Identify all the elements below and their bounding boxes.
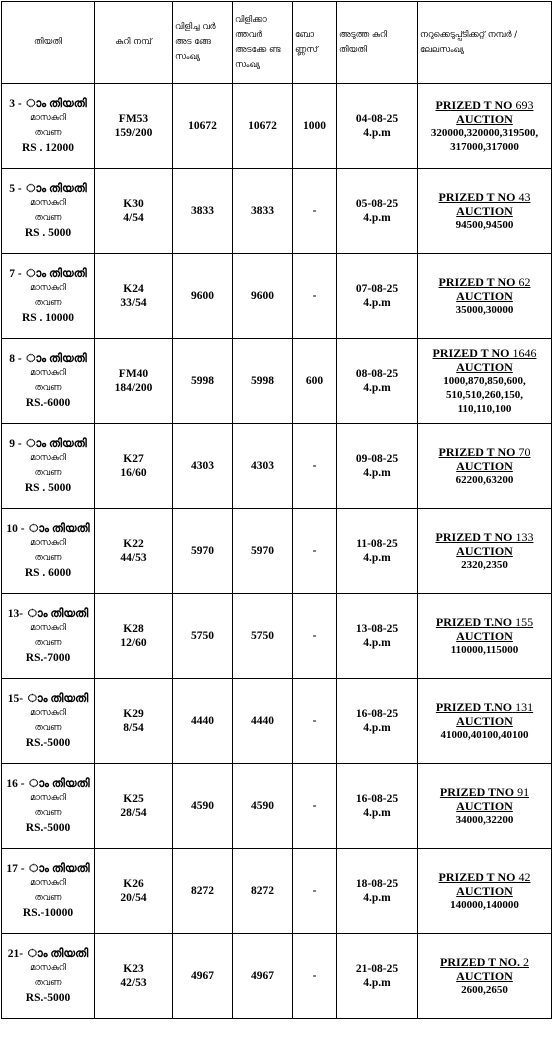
- prize-cell: [418, 594, 552, 679]
- day-label: 9 - ാം തിയതി: [9, 438, 87, 450]
- header-next-date: അടുത്ത കുറി തിയതി: [337, 2, 418, 84]
- auction-bids: 140000,140000: [450, 899, 519, 911]
- kuri-installment: 4/54: [123, 212, 144, 224]
- kuri-installment: 12/60: [120, 637, 147, 649]
- auction-bids: 35000,30000: [455, 304, 514, 316]
- prized-ticket-label: PRIZED T.NO: [435, 700, 513, 714]
- called-amount-cell: 8272: [173, 849, 233, 934]
- header-to-pay-amount: വിളിക്കാ ത്തവർ അടക്കേ ണ്ട സംഖ്യ: [233, 2, 293, 84]
- auction-label: AUCTION: [456, 884, 513, 898]
- bonus-cell: -: [293, 594, 337, 679]
- day-label: 21- ാം തിയതി: [7, 948, 89, 960]
- prize-cell: [418, 169, 552, 254]
- to-pay-amount-cell: 9600: [233, 254, 293, 339]
- installment-label: തവണ: [34, 468, 62, 478]
- monthly-kuri-label: മാസകുറി: [30, 283, 66, 293]
- installment-label: തവണ: [34, 298, 62, 308]
- date-cell: [2, 424, 95, 509]
- bonus-cell: -: [293, 169, 337, 254]
- prized-ticket-number: 155: [515, 615, 534, 629]
- prize-cell: [418, 84, 552, 169]
- header-bonus: ബോ ണ്ണസ്: [293, 2, 337, 84]
- installment-label: തവണ: [34, 978, 62, 988]
- auction-label: AUCTION: [456, 799, 513, 813]
- day-label: 16 - ാം തിയതി: [6, 778, 90, 790]
- date-cell: [2, 849, 95, 934]
- called-amount-cell: 4303: [173, 424, 233, 509]
- to-pay-amount-cell: 8272: [233, 849, 293, 934]
- day-label: 17 - ാം തിയതി: [6, 863, 90, 875]
- table-row: [2, 934, 552, 1019]
- prized-ticket-number: 62: [518, 275, 531, 289]
- next-date-cell: [337, 84, 418, 169]
- called-amount-cell: 5970: [173, 509, 233, 594]
- date-cell: [2, 509, 95, 594]
- installment-label: തവണ: [34, 723, 62, 733]
- kuri-installment: 28/54: [120, 807, 147, 819]
- monthly-kuri-label: മാസകുറി: [30, 453, 66, 463]
- next-date-cell: [337, 254, 418, 339]
- next-date-cell: [337, 339, 418, 424]
- installment-amount: RS . 12000: [21, 142, 75, 154]
- kuri-no-cell: [95, 509, 173, 594]
- next-date-cell: [337, 424, 418, 509]
- next-date: 07-08-25: [355, 283, 399, 295]
- to-pay-amount-cell: 5998: [233, 339, 293, 424]
- called-amount-cell: 3833: [173, 169, 233, 254]
- prize-cell: [418, 509, 552, 594]
- prize-cell: [418, 339, 552, 424]
- next-time: 4.p.m: [363, 127, 391, 139]
- prized-ticket-label: PRIZED T NO: [438, 275, 516, 289]
- next-date-cell: [337, 169, 418, 254]
- table-row: [2, 594, 552, 679]
- bonus-cell: -: [293, 424, 337, 509]
- date-cell: [2, 254, 95, 339]
- installment-label: തവണ: [34, 128, 62, 138]
- kuri-no-cell: [95, 764, 173, 849]
- bonus-cell: -: [293, 509, 337, 594]
- called-amount-cell: 9600: [173, 254, 233, 339]
- next-time: 4.p.m: [363, 467, 391, 479]
- header-called-amount: വിളിച്ച വർ അട ങ്ങേ സംഖ്യ: [173, 2, 233, 84]
- to-pay-amount-cell: 5750: [233, 594, 293, 679]
- day-label: 3 - ാം തിയതി: [9, 98, 87, 110]
- prized-ticket-label: PRIZED T NO: [432, 346, 510, 360]
- kuri-installment: 42/53: [120, 977, 147, 989]
- to-pay-amount-cell: 4303: [233, 424, 293, 509]
- auction-bids: 94500,94500: [455, 219, 514, 231]
- monthly-kuri-label: മാസകുറി: [30, 368, 66, 378]
- bonus-cell: -: [293, 254, 337, 339]
- auction-label: AUCTION: [456, 112, 513, 126]
- prized-ticket-label: PRIZED T NO: [438, 870, 516, 884]
- kuri-no-cell: [95, 254, 173, 339]
- kuri-code: K24: [123, 283, 144, 295]
- next-date-cell: [337, 934, 418, 1019]
- monthly-kuri-label: മാസകുറി: [30, 538, 66, 548]
- prized-ticket-label: PRIZED T NO.: [440, 955, 520, 969]
- to-pay-amount-cell: 5970: [233, 509, 293, 594]
- next-time: 4.p.m: [363, 212, 391, 224]
- kuri-no-cell: [95, 679, 173, 764]
- day-label: 8 - ാം തിയതി: [9, 353, 87, 365]
- day-label: 15- ാം തിയതി: [7, 693, 89, 705]
- date-cell: [2, 84, 95, 169]
- auction-label: AUCTION: [456, 544, 513, 558]
- kuri-code: FM40: [118, 368, 149, 380]
- prized-ticket-number: 693: [515, 98, 534, 112]
- auction-label: AUCTION: [456, 360, 513, 374]
- next-time: 4.p.m: [363, 807, 391, 819]
- auction-label: AUCTION: [456, 204, 513, 218]
- installment-amount: RS.-6000: [25, 397, 71, 409]
- header-date: തിയതി: [2, 2, 95, 84]
- next-date: 11-08-25: [356, 538, 398, 550]
- monthly-kuri-label: മാസകുറി: [30, 198, 66, 208]
- kuri-schedule: [1, 1, 552, 1019]
- next-time: 4.p.m: [363, 892, 391, 904]
- next-time: 4.p.m: [363, 637, 391, 649]
- bonus-cell: -: [293, 934, 337, 1019]
- installment-label: തവണ: [34, 638, 62, 648]
- table-row: [2, 849, 552, 934]
- prize-cell: [418, 934, 552, 1019]
- auction-bids: 41000,40100,40100: [440, 729, 529, 741]
- bonus-cell: -: [293, 764, 337, 849]
- kuri-code: FM53: [118, 113, 149, 125]
- monthly-kuri-label: മാസകുറി: [30, 878, 66, 888]
- called-amount-cell: 5998: [173, 339, 233, 424]
- prized-ticket-number: 2: [522, 955, 529, 969]
- header-kuri-no: കുറി നമ്പ്: [95, 2, 173, 84]
- installment-amount: RS.-5000: [25, 992, 71, 1004]
- table-row: [2, 509, 552, 594]
- prized-ticket-number: 70: [518, 445, 531, 459]
- next-date-cell: [337, 594, 418, 679]
- next-date: 04-08-25: [355, 113, 399, 125]
- table-row: [2, 424, 552, 509]
- to-pay-amount-cell: 10672: [233, 84, 293, 169]
- auction-label: AUCTION: [456, 714, 513, 728]
- date-cell: [2, 169, 95, 254]
- installment-amount: RS.-10000: [22, 907, 74, 919]
- table-row: [2, 679, 552, 764]
- installment-label: തവണ: [34, 893, 62, 903]
- table-body: [2, 84, 552, 1019]
- next-date: 16-08-25: [355, 708, 399, 720]
- date-cell: [2, 339, 95, 424]
- prized-ticket-label: PRIZED T NO: [435, 98, 513, 112]
- prized-ticket-label: PRIZED T NO: [438, 445, 516, 459]
- called-amount-cell: 4590: [173, 764, 233, 849]
- kuri-installment: 8/54: [123, 722, 144, 734]
- next-date: 09-08-25: [355, 453, 399, 465]
- prized-ticket-label: PRIZED T.NO: [435, 615, 513, 629]
- next-date-cell: [337, 764, 418, 849]
- next-date: 05-08-25: [355, 198, 399, 210]
- installment-amount: RS . 5000: [24, 482, 72, 494]
- kuri-code: K28: [123, 623, 144, 635]
- next-time: 4.p.m: [363, 552, 391, 564]
- day-label: 7 - ാം തിയതി: [9, 268, 87, 280]
- kuri-code: K25: [123, 793, 144, 805]
- auction-bids: 1000,870,850,600, 510,510,260,150, 110,110,100: [443, 375, 526, 415]
- date-cell: [2, 594, 95, 679]
- kuri-no-cell: [95, 934, 173, 1019]
- prized-ticket-label: PRIZED T NO: [438, 190, 516, 204]
- installment-amount: RS . 10000: [21, 312, 75, 324]
- day-label: 5 - ാം തിയതി: [9, 183, 87, 195]
- prized-ticket-label: PRIZED TNO: [439, 785, 515, 799]
- date-cell: [2, 934, 95, 1019]
- next-date: 13-08-25: [355, 623, 399, 635]
- auction-label: AUCTION: [456, 459, 513, 473]
- kuri-installment: 33/54: [120, 297, 147, 309]
- called-amount-cell: 4440: [173, 679, 233, 764]
- kuri-installment: 16/60: [120, 467, 147, 479]
- installment-label: തവണ: [34, 383, 62, 393]
- installment-amount: RS . 6000: [24, 567, 72, 579]
- day-label: 10 - ാം തിയതി: [6, 523, 90, 535]
- next-time: 4.p.m: [363, 297, 391, 309]
- kuri-code: K22: [123, 538, 144, 550]
- called-amount-cell: 5750: [173, 594, 233, 679]
- monthly-kuri-label: മാസകുറി: [30, 963, 66, 973]
- kuri-no-cell: [95, 424, 173, 509]
- table-row: [2, 764, 552, 849]
- prize-cell: [418, 849, 552, 934]
- next-time: 4.p.m: [363, 722, 391, 734]
- table-row: [2, 84, 552, 169]
- auction-bids: 110000,115000: [450, 644, 519, 656]
- kuri-installment: 159/200: [114, 127, 153, 139]
- auction-bids: 62200,63200: [455, 474, 514, 486]
- monthly-kuri-label: മാസകുറി: [30, 793, 66, 803]
- prize-cell: [418, 764, 552, 849]
- to-pay-amount-cell: 4590: [233, 764, 293, 849]
- bonus-cell: 600: [293, 339, 337, 424]
- auction-bids: 34000,32200: [455, 814, 514, 826]
- bonus-cell: -: [293, 679, 337, 764]
- installment-label: തവണ: [34, 553, 62, 563]
- kuri-no-cell: [95, 594, 173, 679]
- prize-cell: [418, 679, 552, 764]
- installment-amount: RS.-5000: [25, 822, 71, 834]
- kuri-code: K27: [123, 453, 144, 465]
- next-date: 18-08-25: [355, 878, 399, 890]
- header-row: [2, 2, 552, 84]
- next-date-cell: [337, 849, 418, 934]
- prized-ticket-number: 133: [515, 530, 534, 544]
- installment-label: തവണ: [34, 213, 62, 223]
- auction-label: AUCTION: [456, 289, 513, 303]
- to-pay-amount-cell: 3833: [233, 169, 293, 254]
- installment-amount: RS.-5000: [25, 737, 71, 749]
- next-date: 21-08-25: [355, 963, 399, 975]
- called-amount-cell: 10672: [173, 84, 233, 169]
- installment-amount: RS . 5000: [24, 227, 72, 239]
- installment-label: തവണ: [34, 808, 62, 818]
- kuri-installment: 44/53: [120, 552, 147, 564]
- kuri-table: [1, 1, 552, 1019]
- next-date-cell: [337, 679, 418, 764]
- prize-cell: [418, 254, 552, 339]
- prized-ticket-number: 131: [515, 700, 534, 714]
- bonus-cell: 1000: [293, 84, 337, 169]
- auction-bids: 2320,2350: [461, 559, 508, 571]
- kuri-no-cell: [95, 169, 173, 254]
- kuri-code: K30: [123, 198, 144, 210]
- to-pay-amount-cell: 4967: [233, 934, 293, 1019]
- table-row: [2, 254, 552, 339]
- kuri-code: K29: [123, 708, 144, 720]
- monthly-kuri-label: മാസകുറി: [30, 623, 66, 633]
- kuri-code: K26: [123, 878, 144, 890]
- kuri-no-cell: [95, 84, 173, 169]
- next-date: 16-08-25: [355, 793, 399, 805]
- table-row: [2, 339, 552, 424]
- next-time: 4.p.m: [363, 977, 391, 989]
- kuri-no-cell: [95, 339, 173, 424]
- header-prize: നറുക്കെടുപ്പ്ടിക്കറ്റ് നമ്പർ /ലേലസംഖ്യ: [418, 2, 552, 84]
- auction-bids: 2600,2650: [461, 984, 508, 996]
- next-time: 4.p.m: [363, 382, 391, 394]
- to-pay-amount-cell: 4440: [233, 679, 293, 764]
- date-cell: [2, 764, 95, 849]
- auction-bids: 320000,320000,319500, 317000,317000: [430, 127, 539, 153]
- date-cell: [2, 679, 95, 764]
- next-date: 08-08-25: [355, 368, 399, 380]
- kuri-installment: 20/54: [120, 892, 147, 904]
- auction-label: AUCTION: [456, 629, 513, 643]
- next-date-cell: [337, 509, 418, 594]
- prized-ticket-number: 43: [518, 190, 531, 204]
- kuri-no-cell: [95, 849, 173, 934]
- prize-cell: [418, 424, 552, 509]
- bonus-cell: -: [293, 849, 337, 934]
- day-label: 13- ാം തിയതി: [7, 608, 89, 620]
- auction-label: AUCTION: [456, 969, 513, 983]
- called-amount-cell: 4967: [173, 934, 233, 1019]
- prized-ticket-number: 1646: [512, 346, 537, 360]
- prized-ticket-number: 42: [518, 870, 531, 884]
- monthly-kuri-label: മാസകുറി: [30, 113, 66, 123]
- prized-ticket-label: PRIZED T NO: [435, 530, 513, 544]
- kuri-code: K23: [123, 963, 144, 975]
- table-row: [2, 169, 552, 254]
- monthly-kuri-label: മാസകുറി: [30, 708, 66, 718]
- prized-ticket-number: 91: [517, 785, 530, 799]
- kuri-installment: 184/200: [114, 382, 153, 394]
- installment-amount: RS.-7000: [25, 652, 71, 664]
